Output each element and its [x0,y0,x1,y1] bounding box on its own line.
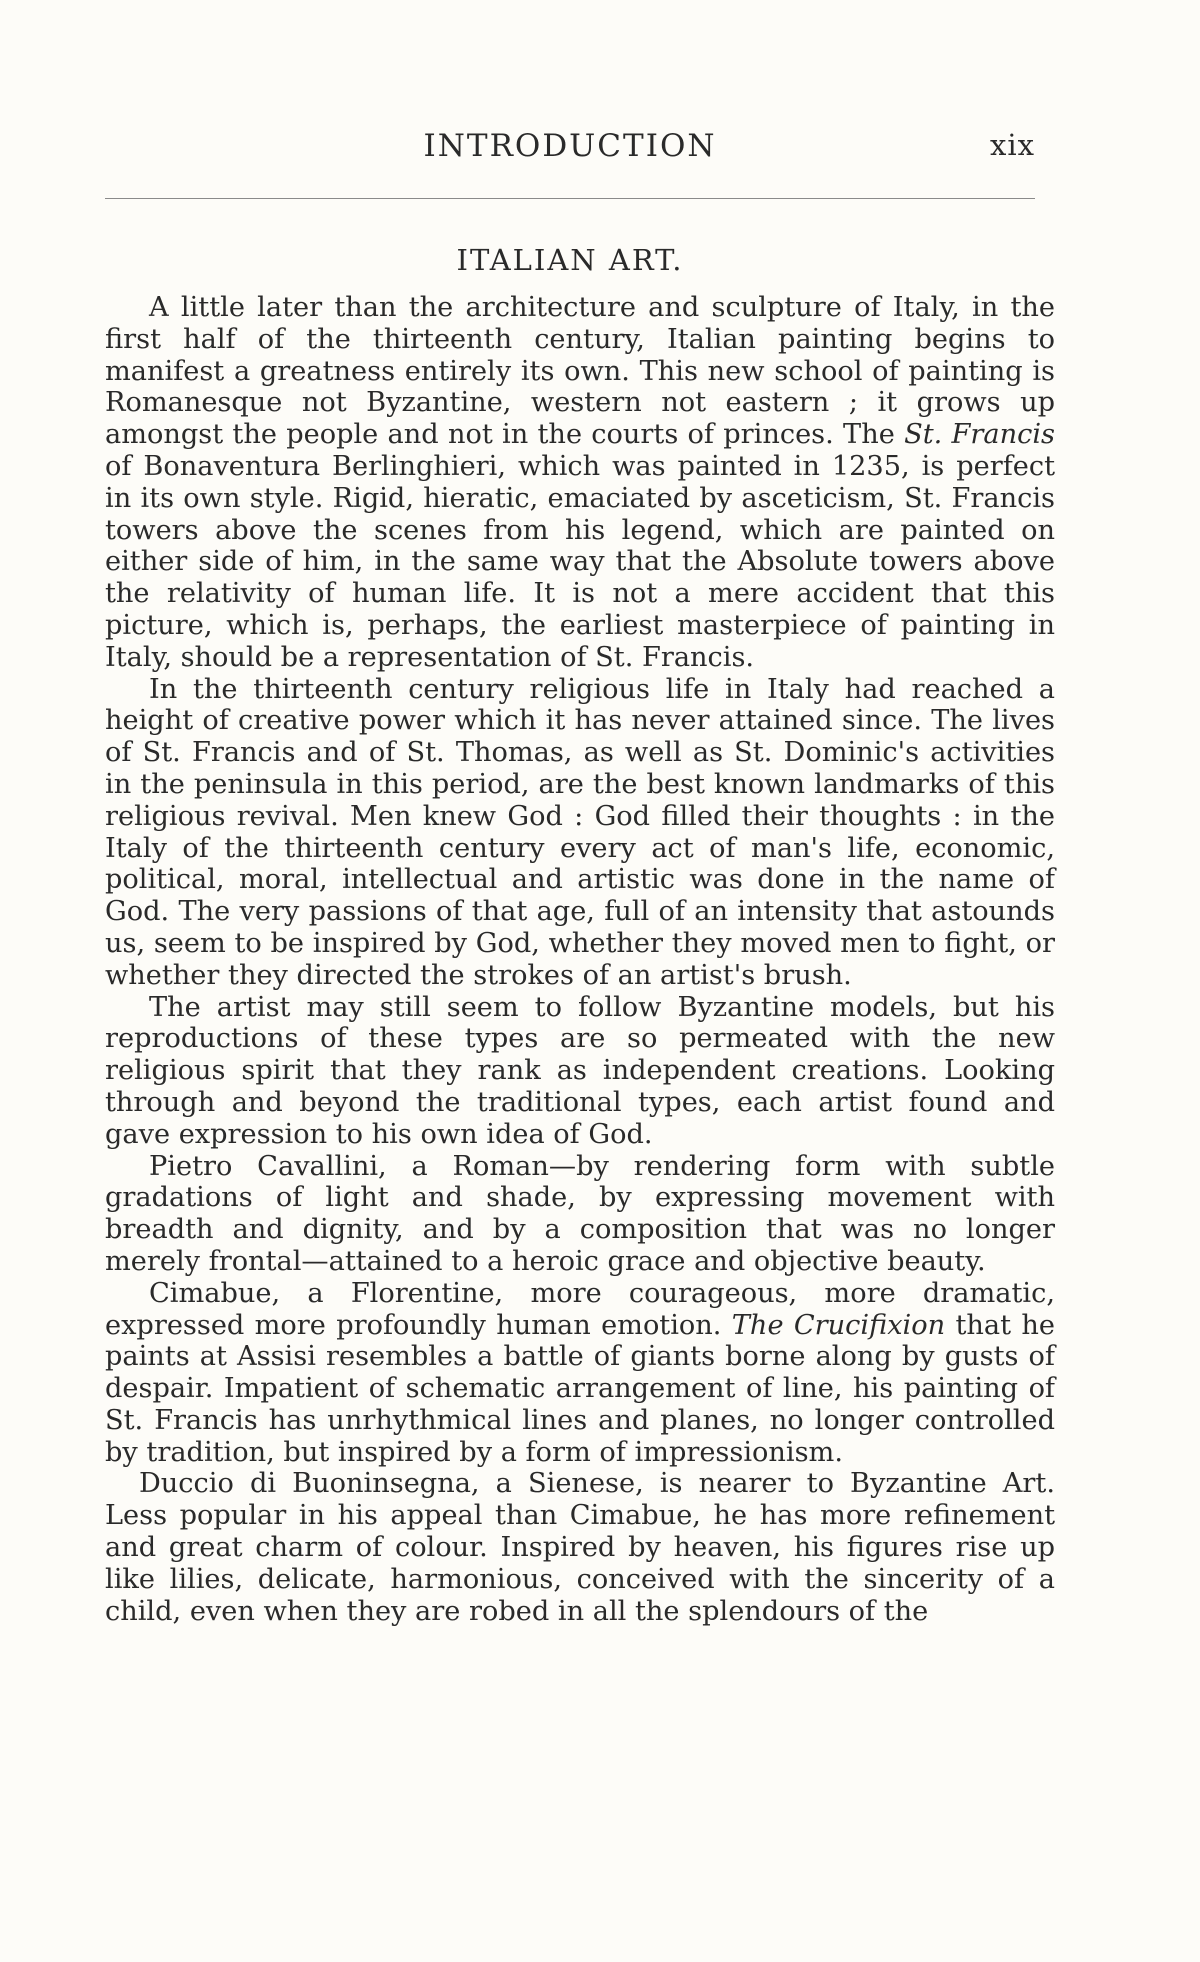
paragraph: Pietro Cavallini, a Roman—by rendering form with subtle gradations of light and shade, by expressing movement with breadth and dignity, and by a composition that was no longer merely frontal—attained to a heroic grace and objective beauty. [105,1150,1055,1277]
paragraph: In the thirteenth century religious life in Italy had reached a height of creative power which it has never attained since. The lives of St. Francis and of St. Thomas, as well as St. Dominic's activities in the peninsula in this period, are the best known landmarks of this religious revival. Men knew God : God filled their thoughts : in the Italy of the thirteenth century every act of man's life, economic, political, moral, intellectual and artistic was done in the name of God. The very passions of that age, full of an intensity that astounds us, seem to be inspired by God, whether they moved men to fight, or whether they directed the strokes of an artist's brush. [105,673,1055,991]
paragraph: Cimabue, a Florentine, more courageous, more dramatic, expressed more profoundly human emotion. The Crucifixion that he paints at Assisi resembles a battle of giants borne along by gusts of despair. Impatient of schematic arrangement of line, his painting of St. Francis has unrhythmical lines and planes, no longer controlled by tradition, but inspired by a form of impressionism. [105,1277,1055,1468]
header-rule [105,198,1035,199]
paragraph: A little later than the architecture and sculpture of Italy, in the first half of the thirteenth century, Italian painting begins to manifest a greatness entirely its own. This new school of painting is Romanesque not Byzantine, western not eastern ; it grows up amongst the people and not in the courts of princes. The St. Francis of Bonaventura Berlinghieri, which was painted in 1235, is perfect in its own style. Rigid, hieratic, emaciated by asceticism, St. Francis towers above the scenes from his legend, which are painted on either side of him, in the same way that the Absolute towers above the relativity of human life. It is not a mere accident that this picture, which is, perhaps, the earliest masterpiece of painting in Italy, should be a representation of St. Francis. [105,292,1055,673]
page-number: xix [990,128,1035,162]
paragraph: The artist may still seem to follow Byzantine models, but his reproductions of these types are so permeated with the new religious spirit that they rank as independent creations. Looking through and beyond the traditional types, each artist found and gave expression to his own idea of God. [105,991,1055,1150]
section-title: ITALIAN ART. [456,243,684,277]
running-title: INTRODUCTION [423,128,717,164]
paragraph: Duccio di Buoninsegna, a Sienese, is nearer to Byzantine Art. Less popular in his appeal than Cimabue, he has more refinement and great charm of colour. Inspired by heaven, his figures rise up like lilies, delicate, harmonious, conceived with the sincerity of a child, even when they are robed in all the splendours of the [105,1468,1055,1627]
body-text [105,292,1055,1627]
running-head [105,128,1035,168]
